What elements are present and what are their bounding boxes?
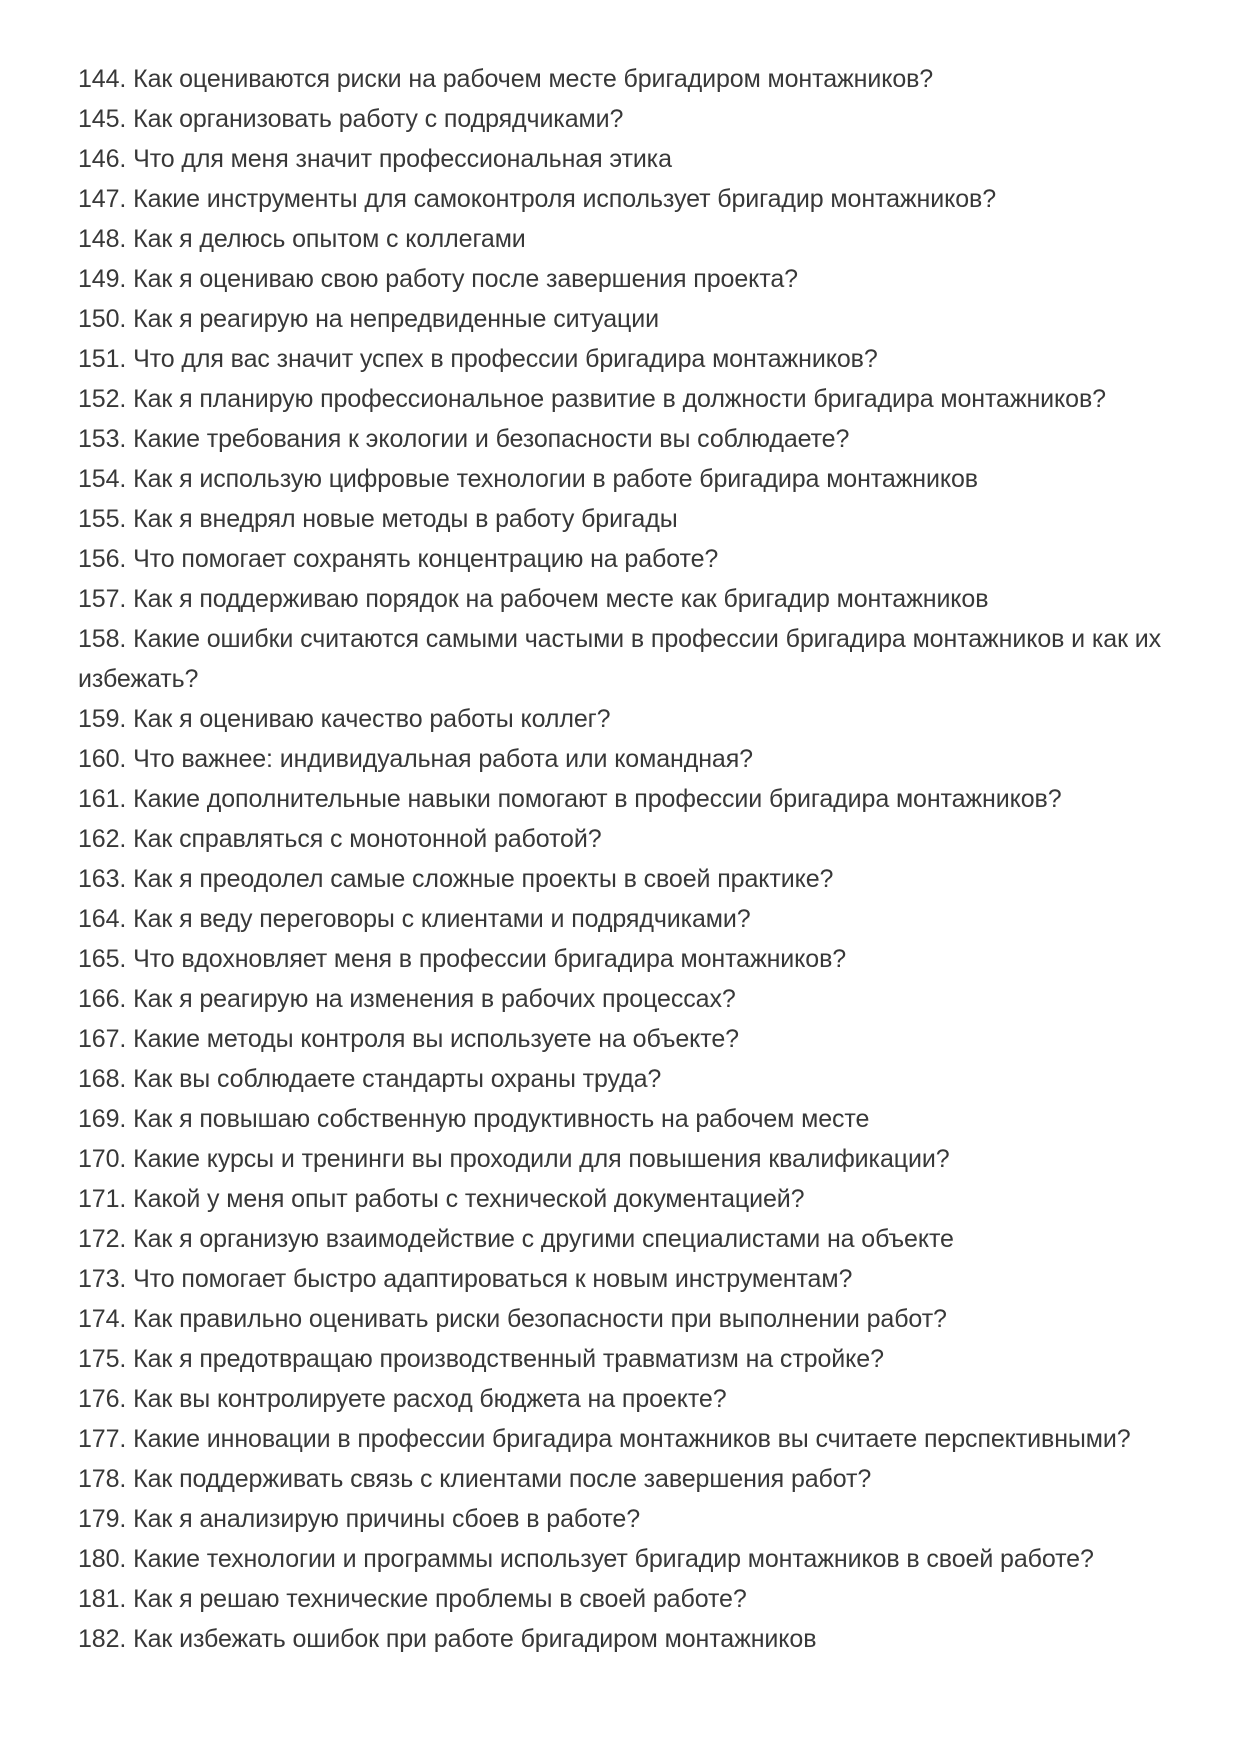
question-item: [78, 1339, 1163, 1379]
question-number: 146.: [78, 145, 127, 173]
question-item: [78, 419, 1163, 459]
question-text: Что для меня значит профессиональная этика: [133, 145, 672, 173]
question-text: Как я анализирую причины сбоев в работе?: [133, 1505, 641, 1533]
question-item: [78, 139, 1163, 179]
question-item: [78, 1419, 1163, 1459]
question-text: Какие курсы и тренинги вы проходили для повышения квалификации?: [133, 1145, 950, 1173]
question-item: [78, 1579, 1163, 1619]
question-number: 170.: [78, 1145, 127, 1173]
question-text: Какой у меня опыт работы с технической документацией?: [133, 1185, 805, 1213]
question-item: [78, 259, 1163, 299]
question-item: [78, 739, 1163, 779]
question-text: Как вы контролируете расход бюджета на проекте?: [133, 1385, 727, 1413]
question-text: Как я повышаю собственную продуктивность на рабочем месте: [133, 1105, 870, 1133]
question-number: 149.: [78, 265, 127, 293]
question-number: 152.: [78, 385, 127, 413]
question-item: [78, 1179, 1163, 1219]
question-item: [78, 819, 1163, 859]
question-number: 158.: [78, 625, 127, 653]
question-text: Как я организую взаимодействие с другими специалистами на объекте: [133, 1225, 954, 1253]
question-number: 175.: [78, 1345, 127, 1373]
question-number: 169.: [78, 1105, 127, 1133]
question-text: Как справляться с монотонной работой?: [133, 825, 602, 853]
question-item: [78, 539, 1163, 579]
question-item: [78, 1259, 1163, 1299]
question-text: Как я внедрял новые методы в работу бригады: [133, 505, 678, 533]
question-item: [78, 1539, 1163, 1579]
question-number: 172.: [78, 1225, 127, 1253]
question-item: [78, 179, 1163, 219]
question-number: 182.: [78, 1625, 127, 1653]
question-number: 165.: [78, 945, 127, 973]
question-number: 156.: [78, 545, 127, 573]
question-number: 157.: [78, 585, 127, 613]
question-item: [78, 699, 1163, 739]
question-text: Как организовать работу с подрядчиками?: [133, 105, 624, 133]
question-item: [78, 579, 1163, 619]
question-number: 151.: [78, 345, 127, 373]
question-text: Как я веду переговоры с клиентами и подрядчиками?: [133, 905, 751, 933]
question-item: [78, 499, 1163, 539]
question-item: [78, 1219, 1163, 1259]
question-number: 162.: [78, 825, 127, 853]
question-item: [78, 219, 1163, 259]
question-number: 161.: [78, 785, 127, 813]
question-number: 164.: [78, 905, 127, 933]
question-number: 176.: [78, 1385, 127, 1413]
question-text: Как поддерживать связь с клиентами после завершения работ?: [133, 1465, 872, 1493]
question-text: Как я использую цифровые технологии в работе бригадира монтажников: [133, 465, 978, 493]
question-text: Какие требования к экологии и безопасности вы соблюдаете?: [133, 425, 850, 453]
question-number: 153.: [78, 425, 127, 453]
question-number: 178.: [78, 1465, 127, 1493]
question-number: 174.: [78, 1305, 127, 1333]
question-number: 180.: [78, 1545, 127, 1573]
question-text: Что помогает быстро адаптироваться к новым инструментам?: [133, 1265, 853, 1293]
question-text: Как я реагирую на непредвиденные ситуации: [133, 305, 659, 333]
question-item: [78, 459, 1163, 499]
question-number: 144.: [78, 65, 127, 93]
question-item: [78, 1459, 1163, 1499]
question-text: Какие инструменты для самоконтроля использует бригадир монтажников?: [133, 185, 997, 213]
question-text: Какие методы контроля вы используете на объекте?: [133, 1025, 739, 1053]
question-text: Как я оцениваю качество работы коллег?: [133, 705, 611, 733]
question-number: 155.: [78, 505, 127, 533]
question-text: Как я преодолел самые сложные проекты в своей практике?: [133, 865, 834, 893]
question-list: [78, 59, 1163, 1659]
question-text: Какие дополнительные навыки помогают в профессии бригадира монтажников?: [133, 785, 1062, 813]
question-item: [78, 1379, 1163, 1419]
question-number: 159.: [78, 705, 127, 733]
question-number: 166.: [78, 985, 127, 1013]
question-item: [78, 59, 1163, 99]
question-item: [78, 1059, 1163, 1099]
question-number: 163.: [78, 865, 127, 893]
question-number: 179.: [78, 1505, 127, 1533]
question-item: [78, 779, 1163, 819]
question-item: [78, 1619, 1163, 1659]
question-item: [78, 99, 1163, 139]
question-number: 177.: [78, 1425, 127, 1453]
question-text: Как я делюсь опытом с коллегами: [133, 225, 526, 253]
question-item: [78, 979, 1163, 1019]
question-item: [78, 619, 1163, 699]
question-text: Как оцениваются риски на рабочем месте бригадиром монтажников?: [133, 65, 934, 93]
question-text: Что важнее: индивидуальная работа или командная?: [133, 745, 753, 773]
question-number: 173.: [78, 1265, 127, 1293]
question-item: [78, 939, 1163, 979]
question-text: Как вы соблюдаете стандарты охраны труда?: [133, 1065, 662, 1093]
question-item: [78, 379, 1163, 419]
question-number: 167.: [78, 1025, 127, 1053]
question-text: Как правильно оценивать риски безопасности при выполнении работ?: [133, 1305, 947, 1333]
question-text: Какие инновации в профессии бригадира монтажников вы считаете перспективными?: [133, 1425, 1131, 1453]
question-text: Как избежать ошибок при работе бригадиром монтажников: [133, 1625, 817, 1653]
question-number: 168.: [78, 1065, 127, 1093]
question-number: 154.: [78, 465, 127, 493]
question-number: 147.: [78, 185, 127, 213]
question-text: Какие ошибки считаются самыми частыми в профессии бригадира монтажников и как их избежать?: [78, 625, 1162, 693]
question-text: Как я оцениваю свою работу после завершения проекта?: [133, 265, 798, 293]
question-text: Как я реагирую на изменения в рабочих процессах?: [133, 985, 736, 1013]
question-text: Как я поддерживаю порядок на рабочем месте как бригадир монтажников: [133, 585, 989, 613]
question-number: 171.: [78, 1185, 127, 1213]
question-number: 145.: [78, 105, 127, 133]
question-text: Что помогает сохранять концентрацию на работе?: [133, 545, 719, 573]
question-item: [78, 1499, 1163, 1539]
question-text: Как я решаю технические проблемы в своей работе?: [133, 1585, 747, 1613]
question-item: [78, 899, 1163, 939]
question-item: [78, 859, 1163, 899]
question-number: 148.: [78, 225, 127, 253]
question-text: Как я планирую профессиональное развитие в должности бригадира монтажников?: [133, 385, 1106, 413]
question-text: Что для вас значит успех в профессии бригадира монтажников?: [133, 345, 878, 373]
question-item: [78, 1139, 1163, 1179]
question-item: [78, 299, 1163, 339]
question-item: [78, 339, 1163, 379]
question-text: Как я предотвращаю производственный травматизм на стройке?: [133, 1345, 884, 1373]
question-text: Что вдохновляет меня в профессии бригадира монтажников?: [133, 945, 847, 973]
question-number: 150.: [78, 305, 127, 333]
question-number: 181.: [78, 1585, 127, 1613]
question-item: [78, 1299, 1163, 1339]
question-item: [78, 1099, 1163, 1139]
question-number: 160.: [78, 745, 127, 773]
question-item: [78, 1019, 1163, 1059]
question-text: Какие технологии и программы использует бригадир монтажников в своей работе?: [133, 1545, 1094, 1573]
